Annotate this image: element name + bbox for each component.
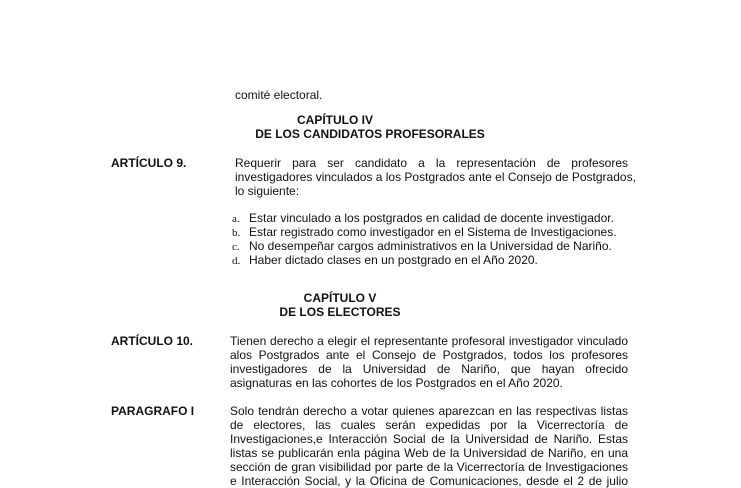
list-item: No desempeñar cargos administrativos en la Universidad de Nariño. [249, 239, 612, 253]
article-10-line: investigadores de la Universidad de Nariño, que hayan ofrecido [230, 362, 628, 376]
paragraph-1-line: Investigaciones,e Interacción Social de la Universidad de Nariño. Estas [230, 432, 628, 446]
paragraph-1-line: Solo tendrán derecho a votar quienes aparezcan en las respectivas listas [230, 404, 628, 418]
chapter-4-title: CAPÍTULO IV [296, 113, 373, 127]
list-letter: d. [232, 255, 241, 267]
paragraph-1-label: PARAGRAFO I [111, 404, 195, 418]
chapter-4-subtitle: DE LOS CANDIDATOS PROFESORALES [255, 127, 485, 141]
article-10-line: alos Postgrados ante el Consejo de Postgrados, todos los profesores [230, 348, 628, 362]
paragraph-1-line: listas se publicarán enla página Web de la Universidad de Nariño, en una [230, 446, 628, 460]
article-10-line: asignaturas en las cohortes de los Postgrados en el Año 2020. [230, 376, 563, 390]
article-10-label: ARTÍCULO 10. [111, 334, 194, 348]
article-10-line: Tienen derecho a elegir el representante profesoral investigador vinculado [230, 334, 628, 348]
article-9-line: lo siguiente: [235, 184, 300, 198]
article-9-label: ARTÍCULO 9. [111, 156, 187, 170]
list-item: Haber dictado clases en un postgrado en el Año 2020. [249, 253, 538, 267]
paragraph-1-line: sección de gran visibilidad por parte de la Vicerrectoría de Investigaciones [230, 460, 628, 474]
intro-text: comité electoral. [235, 88, 323, 102]
article-9-line: Requerir para ser candidato a la representación de profesores [235, 156, 628, 170]
list-item: Estar vinculado a los postgrados en calidad de docente investigador. [249, 211, 614, 225]
list-item: Estar registrado como investigador en el Sistema de Investigaciones. [249, 225, 617, 239]
list-letter: a. [232, 213, 240, 225]
list-letter: b. [232, 227, 241, 239]
paragraph-1-line: e Interacción Social, y la Oficina de Comunicaciones, desde el 2 de julio [230, 474, 628, 488]
article-9-line: investigadores vinculados a los Postgrados ante el Consejo de Postgrados, [235, 170, 636, 184]
chapter-5-title: CAPÍTULO V [303, 291, 377, 305]
chapter-5-subtitle: DE LOS ELECTORES [279, 305, 401, 319]
paragraph-1-line: de electores, las cuales serán expedidas por la Vicerrectoría de [230, 418, 628, 432]
list-letter: c. [232, 241, 240, 253]
